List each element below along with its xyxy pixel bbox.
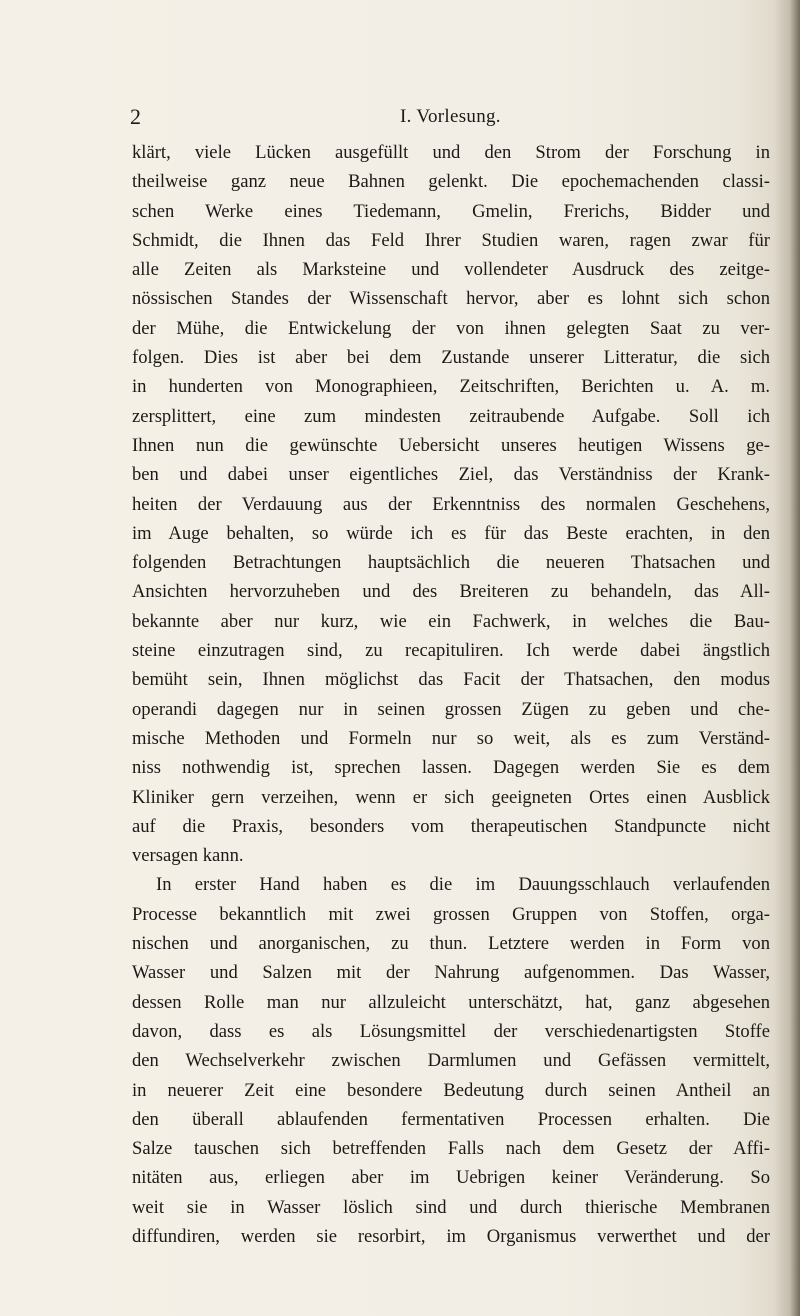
body-text xyxy=(132,138,770,1251)
text-line: folgenden Betrachtungen hauptsächlich die neueren Thatsachen und xyxy=(132,552,770,574)
text-line: niss nothwendig ist, sprechen lassen. Dagegen werden Sie es dem xyxy=(132,757,770,779)
text-line: Ansichten hervorzuheben und des Breiteren zu behandeln, das All- xyxy=(132,581,770,603)
text-line: ben und dabei unser eigentliches Ziel, das Verständniss der Krank- xyxy=(132,464,770,486)
text-line: theilweise ganz neue Bahnen gelenkt. Die epochemachenden classi- xyxy=(132,171,770,193)
paragraph-start-line: In erster Hand haben es die im Dauungsschlauch verlaufenden xyxy=(156,874,770,896)
text-line: im Auge behalten, so würde ich es für das Beste erachten, in den xyxy=(132,522,770,544)
running-title: I. Vorlesung. xyxy=(400,106,501,127)
text-line: Wasser und Salzen mit der Nahrung aufgenommen. Das Wasser, xyxy=(132,962,770,984)
text-line: steine einzutragen sind, zu recapituliren. Ich werde dabei ängstlich xyxy=(132,640,770,662)
text-line: den Wechselverkehr zwischen Darmlumen und Gefässen vermittelt, xyxy=(132,1050,770,1072)
text-line: schen Werke eines Tiedemann, Gmelin, Frerichs, Bidder und xyxy=(132,200,770,222)
text-line: Processe bekanntlich mit zwei grossen Gruppen von Stoffen, orga- xyxy=(132,903,770,925)
text-line: davon, dass es als Lösungsmittel der verschiedenartigsten Stoffe xyxy=(132,1020,770,1042)
text-line: Schmidt, die Ihnen das Feld Ihrer Studien waren, ragen zwar für xyxy=(132,229,770,251)
text-line: auf die Praxis, besonders vom therapeutischen Standpuncte nicht xyxy=(132,815,770,837)
text-line: der Mühe, die Entwickelung der von ihnen gelegten Saat zu ver- xyxy=(132,317,770,339)
text-line: folgen. Dies ist aber bei dem Zustande unserer Litteratur, die sich xyxy=(132,347,770,369)
text-line: bemüht sein, Ihnen möglichst das Facit der Thatsachen, den modus xyxy=(132,669,770,691)
text-line: heiten der Verdauung aus der Erkenntniss des normalen Geschehens, xyxy=(132,493,770,515)
text-line: zersplittert, eine zum mindesten zeitraubende Aufgabe. Soll ich xyxy=(132,405,770,427)
page-number: 2 xyxy=(130,104,141,129)
text-line: diffundiren, werden sie resorbirt, im Organismus verwerthet und der xyxy=(132,1225,770,1247)
text-line: Ihnen nun die gewünschte Uebersicht unseres heutigen Wissens ge- xyxy=(132,434,770,456)
page-header xyxy=(130,106,770,136)
text-line: mische Methoden und Formeln nur so weit, als es zum Verständ- xyxy=(132,727,770,749)
text-line: Kliniker gern verzeihen, wenn er sich geeigneten Ortes einen Ausblick xyxy=(132,786,770,808)
text-line: in neuerer Zeit eine besondere Bedeutung durch seinen Antheil an xyxy=(132,1079,770,1101)
text-line: operandi dagegen nur in seinen grossen Zügen zu geben und che- xyxy=(132,698,770,720)
text-line: alle Zeiten als Marksteine und vollendeter Ausdruck des zeitge- xyxy=(132,259,770,281)
page-edge-shadow xyxy=(774,0,800,1316)
text-line: Salze tauschen sich betreffenden Falls nach dem Gesetz der Affi- xyxy=(132,1138,770,1160)
paragraph-end-line: versagen kann. xyxy=(132,845,244,867)
text-line: nössischen Standes der Wissenschaft hervor, aber es lohnt sich schon xyxy=(132,288,770,310)
text-line: bekannte aber nur kurz, wie ein Fachwerk, in welches die Bau- xyxy=(132,610,770,632)
text-line: nitäten aus, erliegen aber im Uebrigen keiner Veränderung. So xyxy=(132,1167,770,1189)
text-line: weit sie in Wasser löslich sind und durch thierische Membranen xyxy=(132,1196,770,1218)
text-line: in hunderten von Monographieen, Zeitschriften, Berichten u. A. m. xyxy=(132,376,770,398)
text-line: den überall ablaufenden fermentativen Processen erhalten. Die xyxy=(132,1108,770,1130)
text-line: dessen Rolle man nur allzuleicht unterschätzt, hat, ganz abgesehen xyxy=(132,991,770,1013)
text-line: klärt, viele Lücken ausgefüllt und den Strom der Forschung in xyxy=(132,142,770,163)
text-line: nischen und anorganischen, zu thun. Letztere werden in Form von xyxy=(132,933,770,955)
